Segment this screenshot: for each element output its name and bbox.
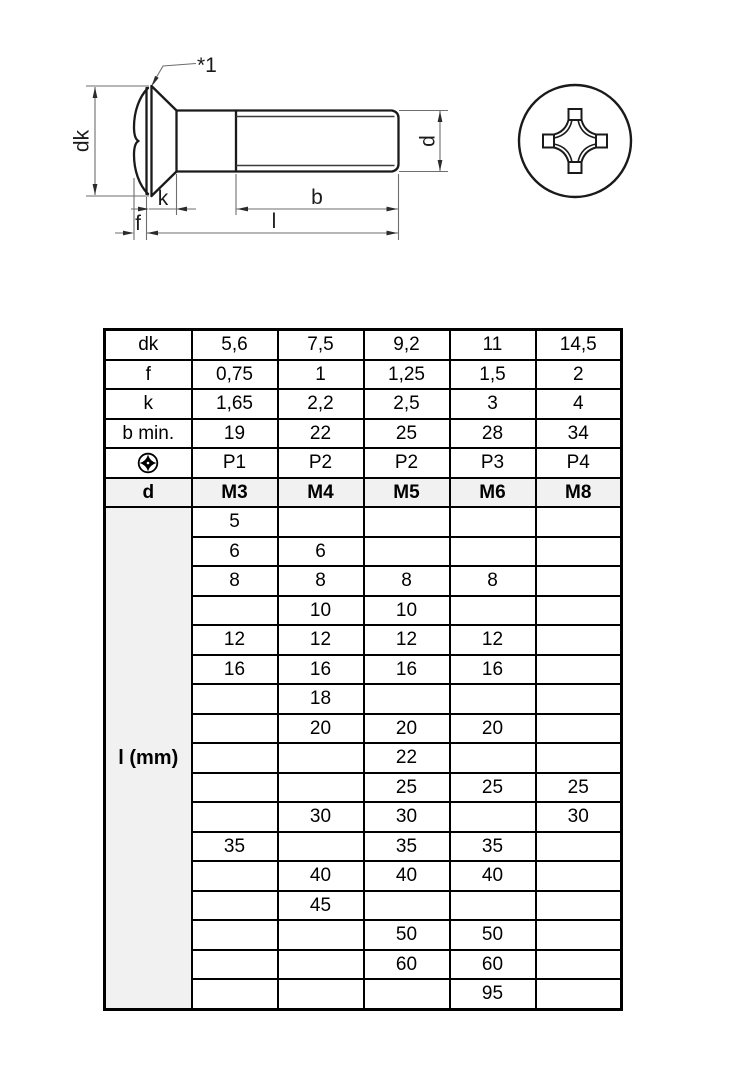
length-value-cell (364, 684, 450, 714)
spec-value-cell: 22 (278, 419, 364, 449)
length-value-cell: 35 (364, 832, 450, 862)
length-value-cell: 12 (450, 625, 536, 655)
dim-label-f: f (135, 212, 141, 235)
drive-row-label (105, 448, 192, 478)
length-value-cell: 95 (450, 979, 536, 1009)
length-value-cell: 25 (536, 773, 622, 803)
length-value-cell (192, 714, 278, 744)
length-value-cell (536, 714, 622, 744)
spec-value-cell: 25 (364, 419, 450, 449)
length-value-cell (192, 773, 278, 803)
dim-label-dk: dk (70, 129, 94, 153)
spec-value-cell: P2 (278, 448, 364, 478)
length-value-cell (536, 832, 622, 862)
spec-value-cell: M6 (450, 478, 536, 508)
spec-value-cell: 1,5 (450, 360, 536, 390)
spec-row-label: dk (105, 330, 192, 360)
spec-value-cell: 3 (450, 389, 536, 419)
dim-label-l: l (271, 210, 277, 233)
spec-value-cell: P1 (192, 448, 278, 478)
length-value-cell: 22 (364, 743, 450, 773)
length-value-cell: 50 (450, 920, 536, 950)
spec-value-cell: 19 (192, 419, 278, 449)
spec-value-cell: 1,65 (192, 389, 278, 419)
length-value-cell: 45 (278, 891, 364, 921)
length-value-cell (278, 743, 364, 773)
spec-value-cell: 4 (536, 389, 622, 419)
length-value-cell (192, 891, 278, 921)
length-value-cell: 10 (364, 596, 450, 626)
length-value-cell (364, 891, 450, 921)
dim-label-b: b (311, 186, 323, 209)
length-value-cell (278, 832, 364, 862)
spec-row-label: b min. (105, 419, 192, 449)
spec-value-cell: 1 (278, 360, 364, 390)
length-value-cell (192, 979, 278, 1009)
length-value-cell (450, 684, 536, 714)
length-value-cell: 12 (364, 625, 450, 655)
spec-value-cell: 28 (450, 419, 536, 449)
length-value-cell: 25 (364, 773, 450, 803)
spec-value-cell: P3 (450, 448, 536, 478)
spec-row-label: d (105, 478, 192, 508)
length-value-cell (536, 596, 622, 626)
spec-value-cell: 14,5 (536, 330, 622, 360)
length-value-cell (450, 891, 536, 921)
length-value-cell (364, 979, 450, 1009)
spec-value-cell: M5 (364, 478, 450, 508)
length-value-cell (278, 507, 364, 537)
length-value-cell: 8 (278, 566, 364, 596)
length-value-cell (192, 920, 278, 950)
length-value-cell: 6 (192, 537, 278, 567)
screw-outline (134, 86, 399, 196)
length-value-cell (450, 596, 536, 626)
length-value-cell (278, 920, 364, 950)
length-value-cell: 18 (278, 684, 364, 714)
length-value-cell (536, 950, 622, 980)
length-value-cell (192, 861, 278, 891)
length-value-cell (536, 979, 622, 1009)
length-value-cell: 60 (450, 950, 536, 980)
length-value-cell: 12 (278, 625, 364, 655)
length-value-cell (536, 507, 622, 537)
length-value-cell: 40 (364, 861, 450, 891)
spec-value-cell: M8 (536, 478, 622, 508)
length-value-cell (192, 950, 278, 980)
length-value-cell: 8 (192, 566, 278, 596)
spec-value-cell: 2,2 (278, 389, 364, 419)
length-value-cell: 40 (450, 861, 536, 891)
length-value-cell: 16 (450, 655, 536, 685)
length-value-cell (536, 891, 622, 921)
length-value-cell: 50 (364, 920, 450, 950)
length-value-cell (536, 625, 622, 655)
length-value-cell: 16 (192, 655, 278, 685)
dim-label-k: k (157, 187, 169, 210)
spec-value-cell: M4 (278, 478, 364, 508)
thread-root-lines (236, 117, 395, 166)
length-value-cell (192, 802, 278, 832)
length-value-cell: 10 (278, 596, 364, 626)
length-value-cell (192, 684, 278, 714)
length-value-cell: 6 (278, 537, 364, 567)
spec-value-cell: 9,2 (364, 330, 450, 360)
spec-value-cell: 2 (536, 360, 622, 390)
spec-value-cell: P4 (536, 448, 622, 478)
length-value-cell: 30 (278, 802, 364, 832)
length-column-label: l (mm) (105, 507, 192, 1009)
length-value-cell: 8 (450, 566, 536, 596)
dimension-arrows (93, 76, 443, 236)
length-value-cell (278, 773, 364, 803)
length-value-cell (536, 920, 622, 950)
length-value-cell: 5 (192, 507, 278, 537)
length-value-cell: 40 (278, 861, 364, 891)
length-value-cell (450, 743, 536, 773)
length-value-cell (536, 684, 622, 714)
spec-value-cell: 7,5 (278, 330, 364, 360)
phillips-icon (137, 452, 159, 474)
length-value-cell (536, 566, 622, 596)
spec-value-cell: M3 (192, 478, 278, 508)
technical-drawing (0, 0, 730, 300)
length-value-cell: 16 (364, 655, 450, 685)
length-value-cell (450, 537, 536, 567)
length-value-cell: 35 (450, 832, 536, 862)
front-view-drawing (519, 85, 631, 197)
spec-value-cell: 0,75 (192, 360, 278, 390)
dim-label-d: d (416, 135, 440, 147)
length-value-cell: 12 (192, 625, 278, 655)
spec-value-cell: 34 (536, 419, 622, 449)
spec-row-label: f (105, 360, 192, 390)
length-value-cell: 20 (278, 714, 364, 744)
side-view-drawing (71, 54, 448, 240)
spec-table (103, 328, 623, 1011)
spec-row-label: k (105, 389, 192, 419)
note-label: *1 (197, 54, 217, 77)
length-value-cell: 20 (450, 714, 536, 744)
spec-value-cell: 1,25 (364, 360, 450, 390)
length-value-cell (450, 507, 536, 537)
length-value-cell: 30 (364, 802, 450, 832)
length-value-cell: 25 (450, 773, 536, 803)
length-value-cell (192, 596, 278, 626)
length-value-cell: 8 (364, 566, 450, 596)
spec-value-cell: 5,6 (192, 330, 278, 360)
length-value-cell (278, 979, 364, 1009)
screw-dimension-table (103, 328, 623, 1011)
length-value-cell (536, 861, 622, 891)
length-value-cell: 30 (536, 802, 622, 832)
length-value-cell: 60 (364, 950, 450, 980)
length-value-cell (192, 743, 278, 773)
spec-value-cell: 2,5 (364, 389, 450, 419)
spec-value-cell: P2 (364, 448, 450, 478)
length-value-cell (278, 950, 364, 980)
length-value-cell (364, 537, 450, 567)
length-value-cell (536, 655, 622, 685)
spec-value-cell: 11 (450, 330, 536, 360)
head-circle (519, 85, 631, 197)
length-value-cell: 35 (192, 832, 278, 862)
length-value-cell (536, 537, 622, 567)
length-value-cell: 16 (278, 655, 364, 685)
length-value-cell (536, 743, 622, 773)
phillips-recess (543, 109, 607, 173)
length-value-cell (450, 802, 536, 832)
length-value-cell (364, 507, 450, 537)
length-value-cell: 20 (364, 714, 450, 744)
